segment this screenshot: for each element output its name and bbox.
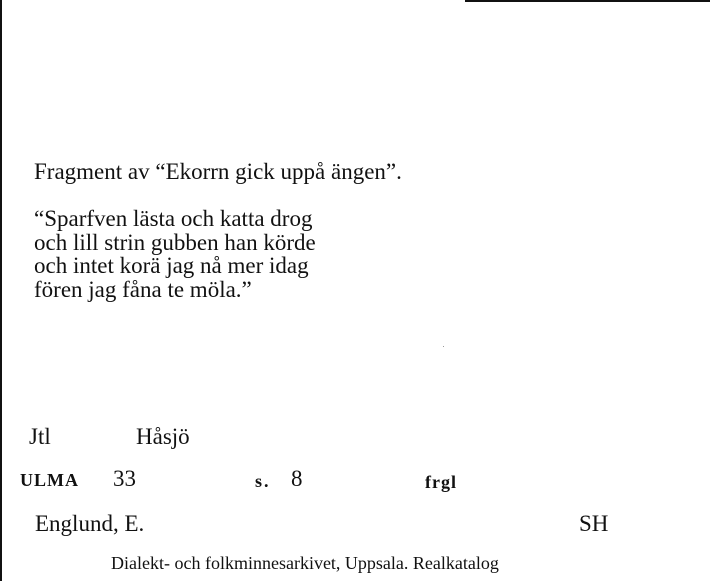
poem-line-4: fören jag fåna te möla.”	[34, 276, 252, 302]
poem-line-2: och lill strin gubben han körde	[34, 229, 316, 255]
category-code: frgl	[425, 472, 457, 492]
signature: SH	[579, 511, 609, 536]
page-prefix: s.	[255, 471, 271, 491]
card-top-border	[465, 0, 710, 2]
archive-number: 33	[113, 466, 136, 491]
recorder-name: Englund, E.	[35, 511, 145, 536]
parish-code: Jtl	[29, 424, 51, 449]
card-title: Fragment av “Ekorrn gick uppå ängen”.	[34, 159, 402, 184]
footer-institution: Dialekt- och folkminnesarkivet, Uppsala. Realkatalog	[111, 553, 499, 573]
speck	[443, 346, 444, 347]
archive-name: ULMA	[20, 470, 79, 490]
card-left-border	[0, 0, 2, 581]
page-number: 8	[291, 466, 303, 491]
poem-line-3: och intet korä jag nå mer idag	[34, 253, 309, 278]
place-name: Håsjö	[136, 424, 190, 449]
poem-text	[34, 207, 316, 301]
poem-line-1: “Sparfven lästa och katta drog	[34, 206, 313, 231]
